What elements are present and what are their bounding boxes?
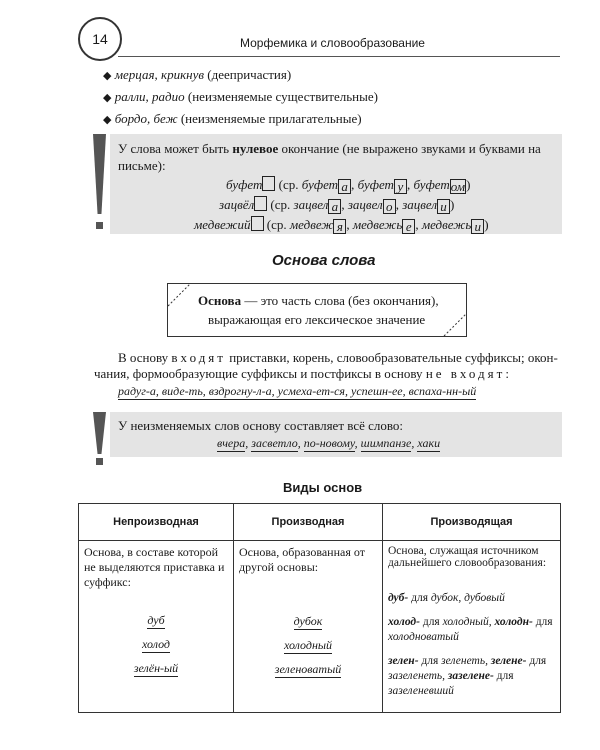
bullet-note: (неизменяемые прилагательные) <box>180 111 362 126</box>
stem-examples: радуг-а, виде-ть, вздрогну-л-а, усмеха-ет-ся, успешн-ее, вспаха-нн-ый <box>118 384 477 398</box>
ending-example-row: буфет (ср. буфет а , буфет у , буфетом) <box>226 177 471 194</box>
diamond-bullet-icon: ◆ <box>103 114 112 126</box>
bullet-note: (деепричастия) <box>207 67 292 82</box>
exclamation-dot-icon <box>96 222 103 229</box>
bullet-words: мерцая, крикнув <box>114 67 205 82</box>
column-header: Производная <box>234 504 383 541</box>
bullet-note: (неизменяемые существительные) <box>187 89 378 104</box>
paragraph-line: чания, формообразующие суффиксы и постфиксы в основу не входят: <box>94 366 509 381</box>
table-cell: Основа, образованная от другой основы: дубок холодный зеленоватый <box>234 541 383 713</box>
header-rule <box>118 56 560 57</box>
exclamation-icon <box>93 412 106 454</box>
bullet-words: ралли, радио <box>114 89 185 104</box>
zero-ending-box <box>254 196 267 211</box>
column-header: Непроизводная <box>79 504 234 541</box>
zero-ending-box <box>251 216 264 231</box>
definition-line-1: Основа — это часть слова (без окончания), <box>198 293 439 308</box>
zero-ending-box <box>262 176 275 191</box>
table-cell: Основа, служащая источником дальнейшего словообразования: дуб- для дубок, дубовый холод- для холодный, холодн- для холодноватый зелен- для зеленеть, зелене- для зазеленеть, зазелене- для зазеленевший <box>383 541 561 713</box>
corner-decoration-icon <box>168 284 466 336</box>
types-title: Виды основ <box>283 480 363 495</box>
page-header-title: Морфемика и словообразование <box>240 36 425 50</box>
definition-line-2: выражающая его лексическое значение <box>208 312 426 327</box>
diamond-bullet-icon: ◆ <box>103 70 112 82</box>
rule-text: У слова может быть нулевое окончание (не выражено звуками и буквами на письме): <box>118 141 541 173</box>
column-header: Производящая <box>383 504 561 541</box>
exclamation-dot-icon <box>96 458 103 465</box>
section-title: Основа слова <box>272 252 376 269</box>
list-item <box>103 67 291 83</box>
ending-example-row: медвежий (ср. медвеж я , медвежь е , медвежь и ) <box>194 217 489 234</box>
diamond-bullet-icon: ◆ <box>103 92 112 104</box>
ending-example-row: зацвёл (ср. зацвел а , зацвел о , зацвел и ) <box>219 197 455 214</box>
list-item <box>103 89 378 105</box>
stem-types-table <box>78 503 561 713</box>
exclamation-icon <box>93 134 106 214</box>
list-item <box>103 111 362 127</box>
definition-box <box>167 283 467 337</box>
bullet-words: бордо, беж <box>114 111 178 126</box>
paragraph-line: В основу входят приставки, корень, словообразовательные суффиксы; окон- <box>118 350 558 365</box>
rule-text: У неизменяемых слов основу составляет всё слово: <box>118 418 404 433</box>
page-number: 14 <box>78 17 122 61</box>
table-cell: Основа, в составе которой не выделяются приставка и суффикс: дуб холод зелён-ый <box>79 541 234 713</box>
invariable-words: вчера, засветло, по-новому, шимпанзе, хаки <box>217 436 441 450</box>
